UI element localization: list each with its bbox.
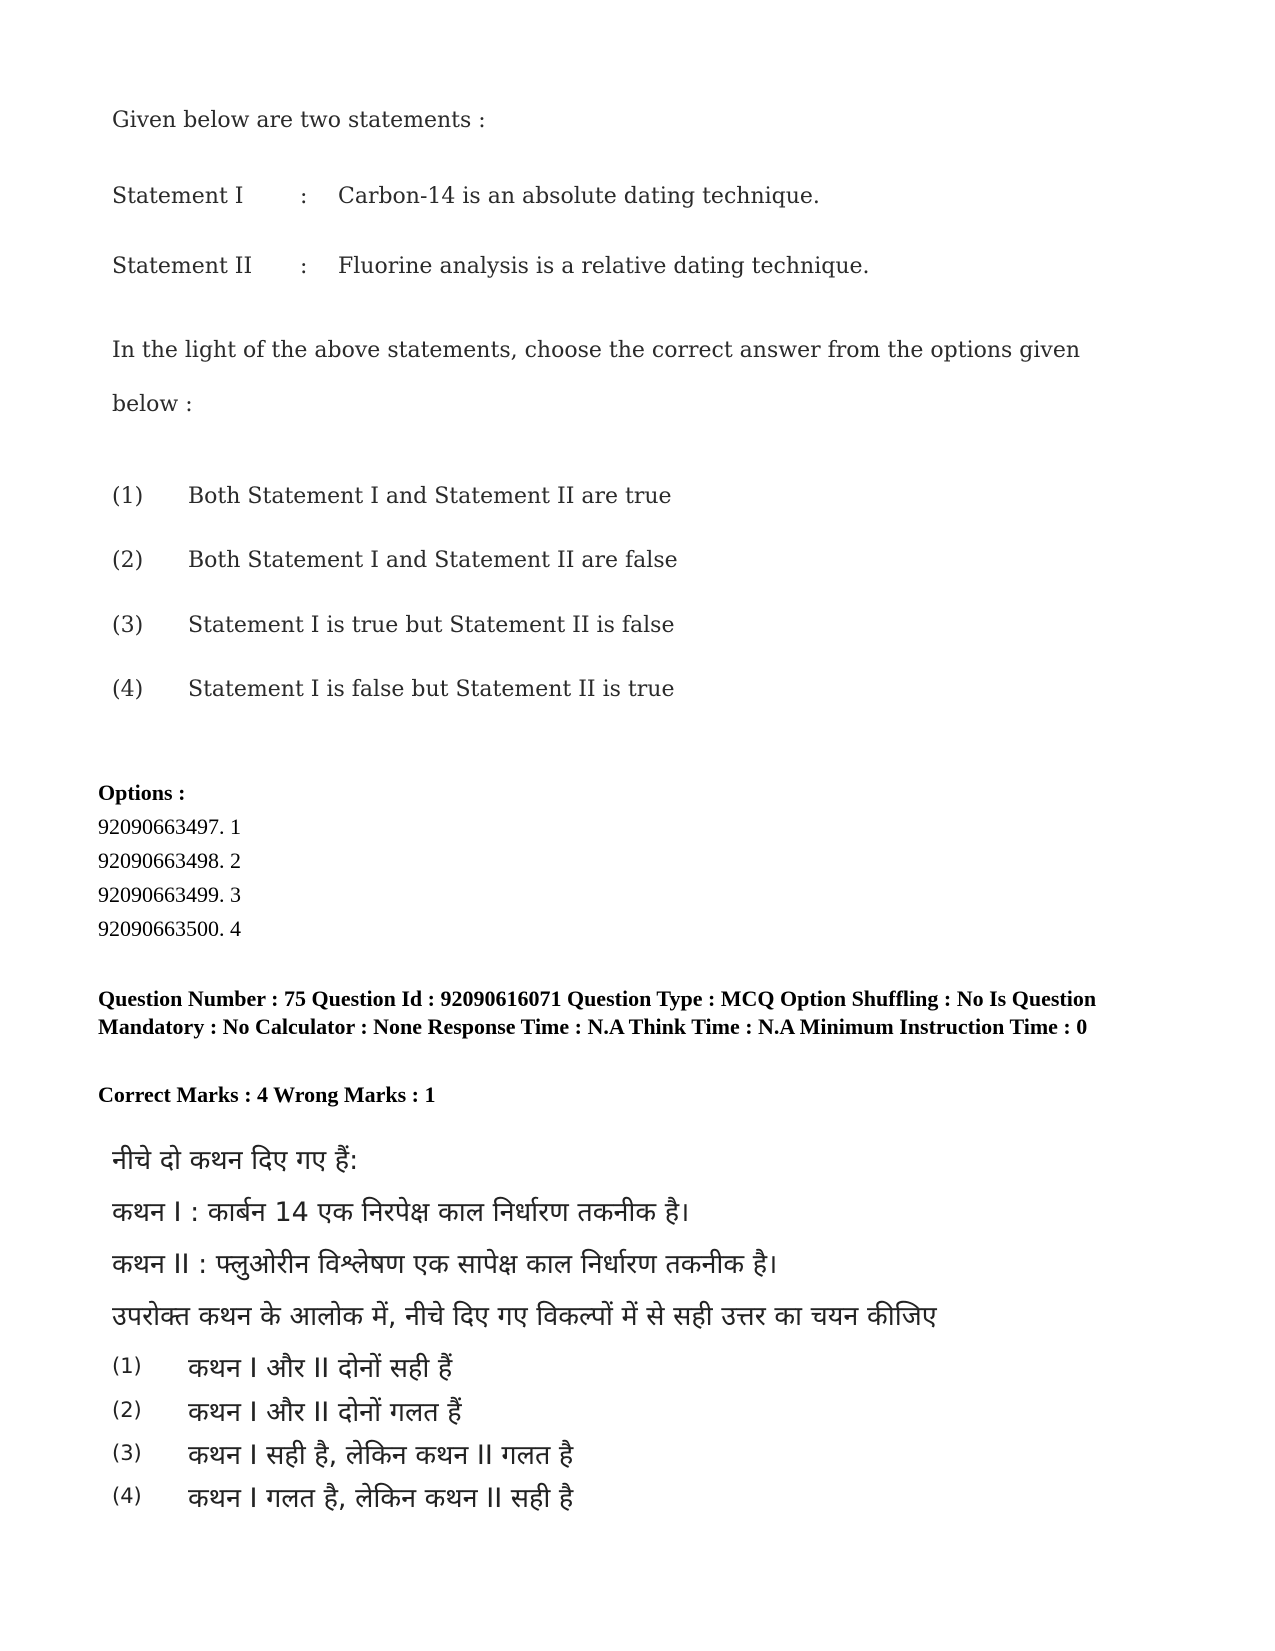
option-item-4: 92090663500. 4 <box>98 916 241 941</box>
question-intro: Given below are two statements : <box>112 108 486 133</box>
statement-1-colon: : <box>300 184 308 209</box>
hindi-choice-2-text: कथन I और II दोनों गलत हैं <box>188 1397 462 1428</box>
choice-3-number: (3) <box>112 613 144 638</box>
question-marks: Correct Marks : 4 Wrong Marks : 1 <box>98 1082 436 1107</box>
hindi-instruction: उपरोक्त कथन के आलोक में, नीचे दिए गए विकल्पों में से सही उत्तर का चयन कीजिए <box>112 1301 937 1332</box>
statement-1-label: Statement I <box>112 184 244 209</box>
statement-2-colon: : <box>300 254 308 279</box>
question-instruction-line-1: In the light of the above statements, choose the correct answer from the options given <box>112 338 1081 363</box>
hindi-choice-3-number: (3) <box>112 1441 142 1465</box>
choice-3-text: Statement I is true but Statement II is false <box>188 613 675 638</box>
choice-2-text: Both Statement I and Statement II are false <box>188 548 678 573</box>
option-item-2: 92090663498. 2 <box>98 848 241 873</box>
options-heading: Options : <box>98 780 186 805</box>
choice-2-number: (2) <box>112 548 144 573</box>
choice-4-number: (4) <box>112 677 144 702</box>
choice-1-text: Both Statement I and Statement II are true <box>188 484 672 509</box>
question-instruction-line-2: below : <box>112 392 193 417</box>
hindi-choice-2-number: (2) <box>112 1398 142 1422</box>
statement-2-label: Statement II <box>112 254 253 279</box>
hindi-choice-1-text: कथन I और II दोनों सही हैं <box>188 1353 453 1384</box>
option-item-3: 92090663499. 3 <box>98 882 241 907</box>
option-item-1: 92090663497. 1 <box>98 814 241 839</box>
choice-4-text: Statement I is false but Statement II is true <box>188 677 675 702</box>
hindi-choice-4-number: (4) <box>112 1484 142 1508</box>
hindi-choice-1-number: (1) <box>112 1354 142 1378</box>
hindi-statement-1: कथन I : कार्बन 14 एक निरपेक्ष काल निर्धारण तकनीक है। <box>112 1197 690 1228</box>
statement-1-text: Carbon-14 is an absolute dating technique. <box>338 184 820 209</box>
question-meta: Question Number : 75 Question Id : 92090616071 Question Type : MCQ Option Shuffling : No Is Question Mandatory : No Calculator : None Response Time : N.A Think Time : N.A Minimum Instruction Time : 0 <box>98 986 1097 1039</box>
hindi-choice-4-text: कथन I गलत है, लेकिन कथन II सही है <box>188 1483 574 1514</box>
statement-2-text: Fluorine analysis is a relative dating technique. <box>338 254 870 279</box>
hindi-question-intro: नीचे दो कथन दिए गए हैं: <box>112 1145 359 1176</box>
hindi-choice-3-text: कथन I सही है, लेकिन कथन II गलत है <box>188 1440 574 1471</box>
choice-1-number: (1) <box>112 484 144 509</box>
hindi-statement-2: कथन II : फ्लुओरीन विश्लेषण एक सापेक्ष काल निर्धारण तकनीक है। <box>112 1249 778 1280</box>
